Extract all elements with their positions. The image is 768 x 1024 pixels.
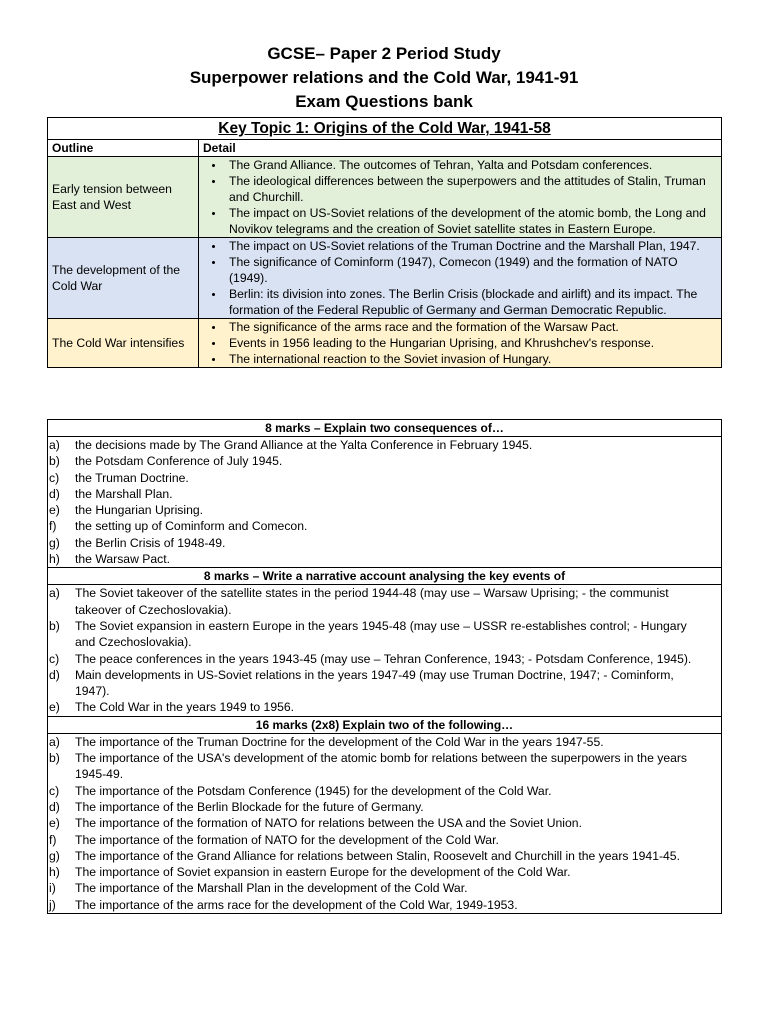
question-text: The importance of Soviet expansion in eastern Europe for the development of the Cold War.: [75, 865, 571, 880]
outline-cell: The development of the Cold War: [48, 238, 199, 319]
question-text: The importance of the Berlin Blockade for the future of Germany.: [75, 799, 424, 814]
question-letter: d): [49, 667, 60, 682]
question-item: [48, 651, 721, 667]
detail-item: • Events in 1956 leading to the Hungarian Uprising, and Khrushchev's response.: [225, 335, 717, 351]
question-letter: a): [49, 734, 60, 749]
question-item: [48, 815, 721, 831]
question-letter: f): [49, 832, 57, 847]
question-letter: c): [49, 651, 60, 666]
detail-cell: [199, 157, 722, 238]
question-letter: b): [49, 751, 60, 766]
question-text: The importance of the Potsdam Conference (1945) for the development of the Cold War.: [75, 783, 552, 798]
question-item: [48, 667, 721, 700]
question-letter: e): [49, 503, 60, 518]
doc-title: GCSE– Paper 2 Period Study: [267, 44, 501, 63]
column-header-detail: Detail: [199, 140, 722, 157]
question-letter: j): [49, 897, 56, 912]
topic-row: [48, 319, 722, 368]
question-item: [48, 880, 721, 896]
question-letter: b): [49, 454, 60, 469]
question-item: [48, 535, 721, 551]
question-letter: d): [49, 486, 60, 501]
detail-cell: [199, 319, 722, 368]
question-letter: a): [49, 438, 60, 452]
question-letter: g): [49, 535, 60, 550]
question-text: The Cold War in the years 1949 to 1956.: [75, 700, 295, 715]
question-letter: b): [49, 618, 60, 633]
column-header-outline: Outline: [48, 140, 199, 157]
detail-cell: [199, 238, 722, 319]
page-header: [0, 42, 768, 114]
question-item: [48, 734, 721, 750]
question-text: The importance of the Marshall Plan in the development of the Cold War.: [75, 881, 468, 896]
doc-subtitle: Superpower relations and the Cold War, 1941-91: [189, 68, 579, 87]
question-item: [48, 437, 721, 453]
topic-row: [48, 238, 722, 319]
question-item: [48, 783, 721, 799]
topic-title: Key Topic 1: Origins of the Cold War, 1941-58: [48, 118, 722, 140]
question-letter: h): [49, 552, 60, 567]
topic-table: [47, 117, 722, 368]
outline-cell: The Cold War intensifies: [48, 319, 199, 368]
question-text: the Marshall Plan.: [75, 486, 173, 501]
detail-item: • The significance of the arms race and the formation of the Warsaw Pact.: [225, 319, 717, 335]
question-item: [48, 502, 721, 518]
question-text: The Soviet expansion in eastern Europe in the years 1945-48 (may use – USSR re-establishes control; - Hungary and Czechoslovakia).: [75, 618, 687, 650]
question-item: [48, 750, 721, 783]
question-text: The peace conferences in the years 1943-45 (may use – Tehran Conference, 1943; - Potsdam Conference, 1945).: [75, 651, 692, 666]
question-item: [48, 618, 721, 651]
question-list: [48, 437, 721, 567]
question-list: [48, 585, 721, 715]
question-item: [48, 832, 721, 848]
questions-table: [47, 419, 722, 914]
question-letter: h): [49, 865, 60, 880]
detail-item: • The significance of Cominform (1947), Comecon (1949) and the formation of NATO (1949).: [225, 254, 717, 286]
question-letter: c): [49, 470, 60, 485]
question-text: The importance of the formation of NATO for the development of the Cold War.: [75, 832, 499, 847]
detail-item: • The international reaction to the Soviet invasion of Hungary.: [225, 351, 717, 367]
question-text: the Potsdam Conference of July 1945.: [75, 454, 283, 469]
question-text: the setting up of Cominform and Comecon.: [75, 519, 308, 534]
detail-list: [203, 157, 717, 237]
topic-row: [48, 157, 722, 238]
question-list: [48, 734, 721, 913]
question-letter: d): [49, 799, 60, 814]
detail-item: • The impact on US-Soviet relations of the Truman Doctrine and the Marshall Plan, 1947.: [225, 238, 717, 254]
detail-item: • The impact on US-Soviet relations of the development of the atomic bomb, the Long and Novikov telegrams and the creation of Soviet satellite states in Eastern Europe.: [225, 205, 717, 237]
question-item: [48, 848, 721, 864]
section-heading: 8 marks – Explain two consequences of…: [48, 420, 722, 437]
question-text: the Berlin Crisis of 1948-49.: [75, 535, 226, 550]
question-item: [48, 470, 721, 486]
question-item: [48, 453, 721, 469]
question-item: [48, 486, 721, 502]
question-item: [48, 551, 721, 567]
question-letter: e): [49, 700, 60, 715]
detail-list: [203, 238, 717, 318]
question-letter: f): [49, 519, 57, 534]
question-text: The importance of the arms race for the development of the Cold War, 1949-1953.: [75, 897, 518, 912]
section-questions: [48, 437, 722, 568]
doc-subheading: Exam Questions bank: [295, 92, 473, 111]
question-text: the Warsaw Pact.: [75, 552, 171, 567]
question-text: The importance of the USA's development of the atomic bomb for relations between the superpowers in the years 1945-49.: [75, 751, 688, 782]
question-text: The importance of the Truman Doctrine for the development of the Cold War in the years 1947-55.: [75, 734, 604, 749]
question-letter: e): [49, 816, 60, 831]
detail-item: • The Grand Alliance. The outcomes of Tehran, Yalta and Potsdam conferences.: [225, 157, 717, 173]
question-item: [48, 897, 721, 913]
detail-item: • The ideological differences between the superpowers and the attitudes of Stalin, Truman and Churchill.: [225, 173, 717, 205]
question-item: [48, 585, 721, 618]
question-text: The Soviet takeover of the satellite states in the period 1944-48 (may use – Warsaw Uprising; - the communist takeover of Czechoslovakia).: [75, 586, 669, 617]
question-text: the Truman Doctrine.: [75, 470, 189, 485]
question-text: The importance of the Grand Alliance for relations between Stalin, Roosevelt and Churchill in the years 1941-45.: [75, 848, 680, 863]
question-text: The importance of the formation of NATO for relations between the USA and the Soviet Union.: [75, 816, 582, 831]
question-item: [48, 864, 721, 880]
question-letter: c): [49, 783, 60, 798]
question-letter: i): [49, 881, 56, 896]
section-questions: [48, 585, 722, 716]
question-text: Main developments in US-Soviet relations in the years 1947-49 (may use Truman Doctrine, 1947; - Cominform, 1947).: [75, 667, 674, 699]
question-item: [48, 699, 721, 715]
question-item: [48, 518, 721, 534]
section-heading: 8 marks – Write a narrative account analysing the key events of: [48, 568, 722, 585]
question-text: the Hungarian Uprising.: [75, 503, 204, 518]
question-letter: a): [49, 586, 60, 601]
question-item: [48, 799, 721, 815]
section-heading: 16 marks (2x8) Explain two of the following…: [48, 716, 722, 733]
detail-list: [203, 319, 717, 367]
section-questions: [48, 733, 722, 913]
detail-item: • Berlin: its division into zones. The Berlin Crisis (blockade and airlift) and its impact. The formation of the Federal Republic of Germany and German Democratic Republic.: [225, 286, 717, 318]
question-letter: g): [49, 848, 60, 863]
question-text: the decisions made by The Grand Alliance at the Yalta Conference in February 1945.: [75, 438, 533, 452]
outline-cell: Early tension between East and West: [48, 157, 199, 238]
